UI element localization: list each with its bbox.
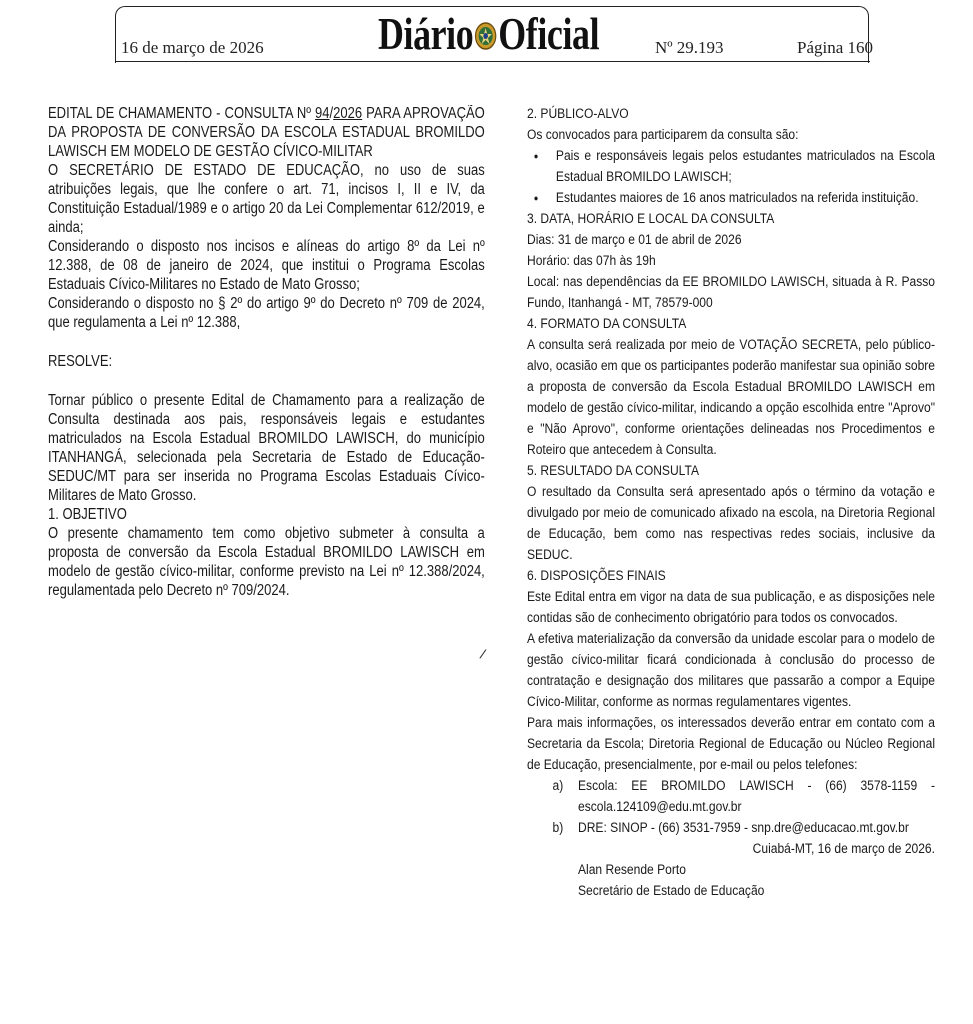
audience-list [527,146,935,209]
section-3-title: 3. DATA, HORÁRIO E LOCAL DA CONSULTA [527,211,775,227]
resolve-heading: RESOLVE: [48,353,113,370]
right-column [527,104,935,902]
state-seal-icon [474,21,497,51]
section-4-text: A consulta será realizada por meio de VOTAÇÃO SECRETA, pelo público-alvo, ocasião em que os participantes poderão manifestar sua opinião sobre a proposta de conversão da Escola Estadual BROMILDO LAWISCH em modelo de gestão cívico-militar, indicando a opção escolhida entre "Aprovo" e "Não Aprovo", conforme orientações delineadas nos Procedimentos e Roteiro que antecedem à Consulta. [527,337,935,458]
section-1-text: O presente chamamento tem como objetivo submeter à consulta a proposta de conversão da Escola Estadual BROMILDO LAWISCH em modelo de gestão cívico-militar, conforme previsto na Lei nº 12.388/2024, regulamentada pelo Decreto nº 709/2024. [48,525,485,599]
consider-paragraph-2: Considerando o disposto no § 2º do artigo 9º do Decreto nº 709 de 2024, que regulamenta a Lei nº 12.388, [48,295,485,331]
title-left: Diário [378,8,474,59]
section-5-title: 5. RESULTADO DA CONSULTA [527,463,699,479]
left-column [48,104,485,600]
consider-paragraph-1: Considerando o disposto nos incisos e alíneas do artigo 8º da Lei nº 12.388, de 08 de janeiro de 2024, que institui o Programa Escolas Estaduais Cívico-Militares no Estado de Mato Grosso; [48,238,485,293]
newspaper-title [378,6,599,62]
issue-date: 16 de março de 2026 [121,38,264,57]
section-6-paragraph-1: Este Edital entra em vigor na data de sua publicação, e as disposições nele contidas são de conhecimento obrigatório para todos os convocados. [527,589,935,626]
consultation-days: Dias: 31 de março e 01 de abril de 2026 [527,232,742,248]
section-2-title: 2. PÚBLICO-ALVO [527,106,629,122]
stray-mark: / [478,645,488,663]
edital-title-line3: LAWISCH EM MODELO DE GESTÃO CÍVICO-MILITAR [48,143,373,160]
consultation-place: Local: nas dependências da EE BROMILDO LAWISCH, situada à R. Passo Fundo, Itanhangá - MT, 78579-000 [527,274,935,311]
consultation-time: Horário: das 07h às 19h [527,253,656,269]
list-item: a) Escola: EE BROMILDO LAWISCH - (66) 3578-1159 - escola.124109@edu.mt.gov.br [552,778,935,815]
section-5-text: O resultado da Consulta será apresentado após o término da votação e divulgado por meio de comunicado afixado na escola, na Diretoria Regional de Educação, bem como nas respectivas redes sociais, inclusive da SEDUC. [527,484,935,563]
edital-title-line1: EDITAL DE CHAMAMENTO - CONSULTA Nº 94/2026 PARA APROVAÇÃO [48,105,485,122]
page-number: Página 160 [797,38,874,57]
intro-paragraph: O SECRETÁRIO DE ESTADO DE EDUCAÇÃO, no uso de suas atribuições legais, que lhe confere o art. 71, incisos I, II e IV, da Constituição Estadual/1989 e o artigo 20 da Lei Complementar 612/2019, e ainda; [48,162,485,236]
issue-number: Nº 29.193 [655,38,724,57]
title-right: Oficial [498,8,600,59]
list-item: ● Estudantes maiores de 16 anos matriculados na referida instituição. [556,188,935,209]
main-paragraph: Tornar público o presente Edital de Chamamento para a realização de Consulta destinada aos pais, responsáveis legais e estudantes matriculados na Escola Estadual BROMILDO LAWISCH, do município ITANHANGÁ, selecionada pela Secretaria de Estado de Educação-SEDUC/MT para ser inserida no Programa Escolas Estaduais Cívico-Militares de Mato Grosso. [48,392,485,504]
section-6-paragraph-3: Para mais informações, os interessados deverão entrar em contato com a Secretaria da Escola; Diretoria Regional de Educação ou Núcleo Regional de Educação, presencialmente, por e-mail ou pelos telefones: [527,715,935,773]
section-2-intro: Os convocados para participarem da consulta são: [527,127,799,143]
edital-title-line2: DA PROPOSTA DE CONVERSÃO DA ESCOLA ESTADUAL BROMILDO [48,124,485,141]
place-date: Cuiabá-MT, 16 de março de 2026. [752,841,935,857]
section-6-title: 6. DISPOSIÇÕES FINAIS [527,568,666,584]
contacts-list [527,776,935,839]
signer-name: Alan Resende Porto [578,862,686,878]
section-6-paragraph-2: A efetiva materialização da conversão da unidade escolar para o modelo de gestão cívico-militar ficará condicionada à conclusão do processo de contratação e designação dos militares que passarão a compor a Equipe Cívico-Militar, conforme as normas regulamentares vigentes. [527,631,935,710]
section-4-title: 4. FORMATO DA CONSULTA [527,316,687,332]
list-item: b) DRE: SINOP - (66) 3531-7959 - snp.dre@educacao.mt.gov.br [552,820,909,836]
signer-role: Secretário de Estado de Educação [578,883,765,899]
section-1-title: 1. OBJETIVO [48,506,127,523]
list-item: ● Pais e responsáveis legais pelos estudantes matriculados na Escola Estadual BROMILDO LAWISCH; [556,146,935,188]
